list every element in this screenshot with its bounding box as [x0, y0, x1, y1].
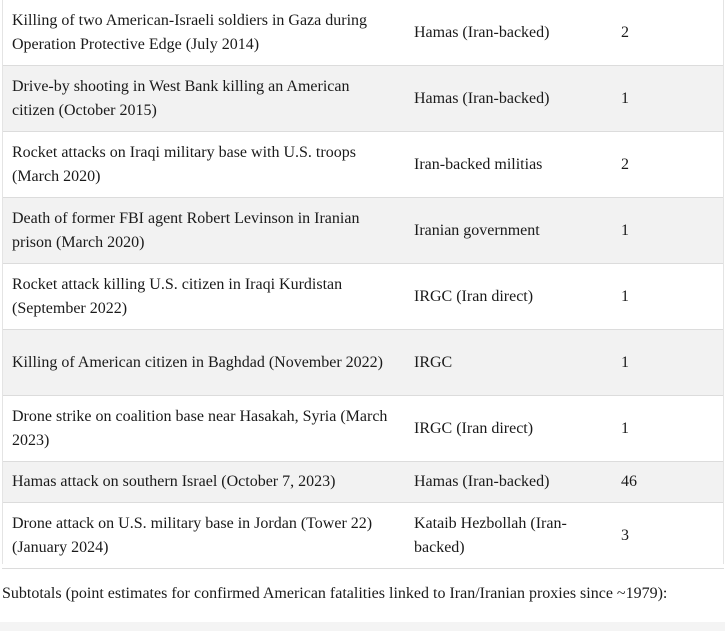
count-cell: 2 [611, 0, 724, 66]
table-row [2, 396, 724, 462]
table-row [2, 503, 724, 569]
event-cell: Drone strike on coalition base near Hasakah, Syria (March 2023) [2, 396, 404, 462]
actor-cell: Iran-backed militias [404, 132, 611, 198]
table-right-border [723, 0, 724, 564]
event-cell: Rocket attacks on Iraqi military base with U.S. troops (March 2020) [2, 132, 404, 198]
actor-cell: IRGC [404, 330, 611, 396]
count-cell: 1 [611, 198, 724, 264]
actor-cell: Hamas (Iran-backed) [404, 66, 611, 132]
count-cell: 2 [611, 132, 724, 198]
count-cell: 3 [611, 503, 724, 569]
event-cell: Killing of two American-Israeli soldiers in Gaza during Operation Protective Edge (July 2014) [2, 0, 404, 66]
event-cell: Drive-by shooting in West Bank killing an American citizen (October 2015) [2, 66, 404, 132]
event-cell: Rocket attack killing U.S. citizen in Iraqi Kurdistan (September 2022) [2, 264, 404, 330]
actor-cell: Iranian government [404, 198, 611, 264]
count-cell: 1 [611, 264, 724, 330]
count-cell: 46 [611, 462, 724, 503]
table-row [2, 66, 724, 132]
table-row [2, 198, 724, 264]
count-cell: 1 [611, 396, 724, 462]
table-row [2, 462, 724, 503]
event-cell: Drone attack on U.S. military base in Jordan (Tower 22) (January 2024) [2, 503, 404, 569]
subtotals-paragraph: Subtotals (point estimates for confirmed American fatalities linked to Iran/Iranian proxies since ~1979): [2, 585, 668, 602]
count-cell: 1 [611, 330, 724, 396]
fatalities-table [2, 0, 724, 569]
table-row [2, 0, 724, 66]
table-row [2, 264, 724, 330]
actor-cell: IRGC (Iran direct) [404, 264, 611, 330]
event-cell: Killing of American citizen in Baghdad (November 2022) [2, 330, 404, 396]
table-row [2, 330, 724, 396]
bottom-fade [0, 622, 725, 631]
actor-cell: IRGC (Iran direct) [404, 396, 611, 462]
actor-cell: Hamas (Iran-backed) [404, 0, 611, 66]
event-cell: Death of former FBI agent Robert Levinson in Iranian prison (March 2020) [2, 198, 404, 264]
actor-cell: Kataib Hezbollah (Iran-backed) [404, 503, 611, 569]
event-cell: Hamas attack on southern Israel (October 7, 2023) [2, 462, 404, 503]
table-left-border [2, 0, 3, 564]
count-cell: 1 [611, 66, 724, 132]
actor-cell: Hamas (Iran-backed) [404, 462, 611, 503]
table-row [2, 132, 724, 198]
